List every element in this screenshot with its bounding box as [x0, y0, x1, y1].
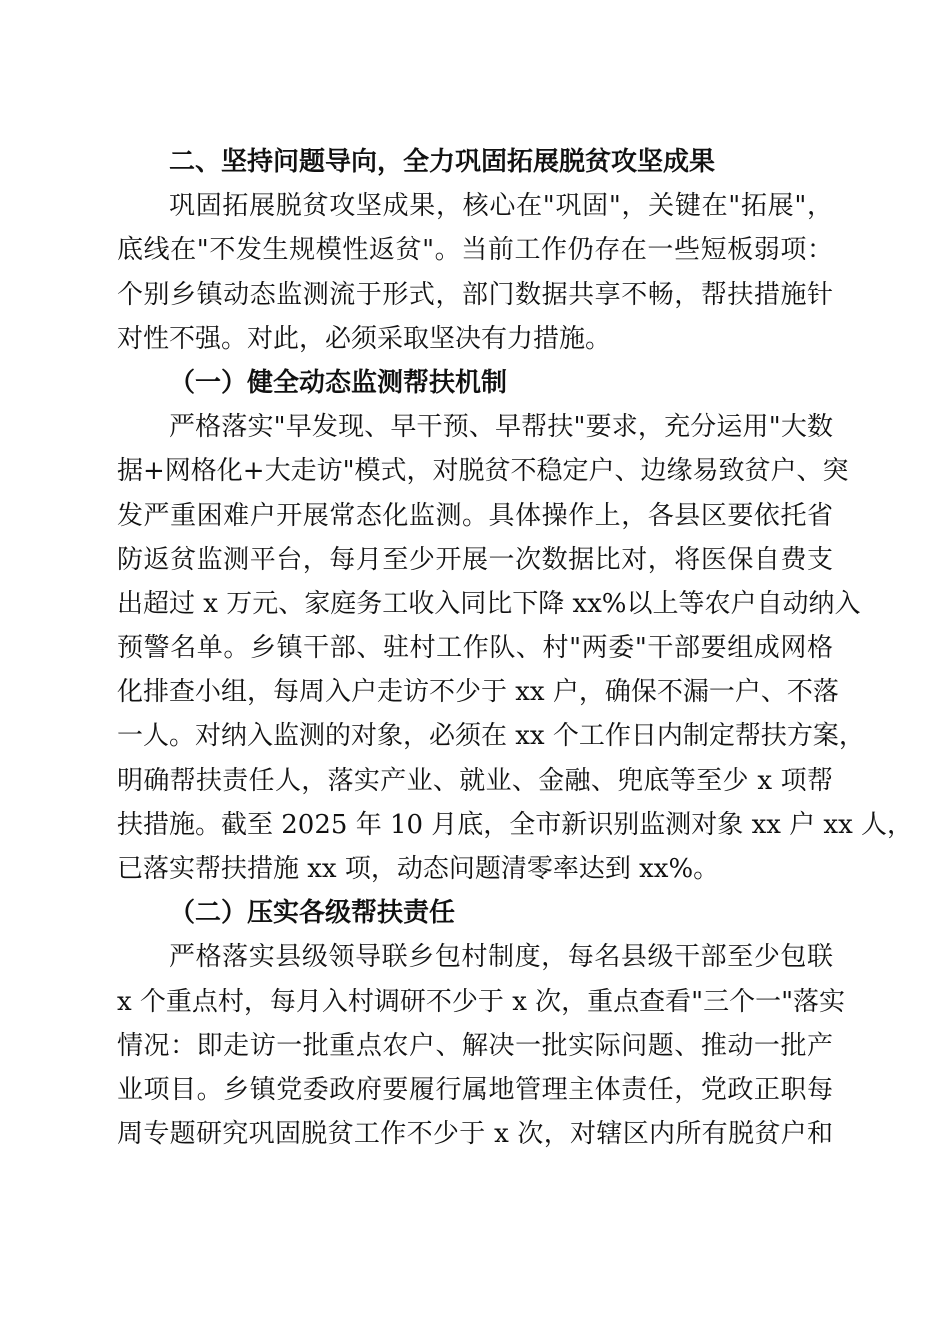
section2-line-1: 严格落实县级领导联乡包村制度，每名县级干部至少包联 — [169, 942, 833, 973]
section1-line-7: 化排查小组，每周入户走访不少于 xx 户，确保不漏一户、不落 — [117, 677, 839, 708]
section1-line-11: 已落实帮扶措施 xx 项，动态问题清零率达到 xx%。 — [117, 854, 720, 884]
section1-line-2: 据+网格化+大走访"模式，对脱贫不稳定户、边缘易致贫户、突 — [117, 456, 849, 487]
section-heading: 二、坚持问题导向，全力巩固拓展脱贫攻坚成果 — [169, 147, 716, 177]
section1-line-3: 发严重困难户开展常态化监测。具体操作上，各县区要依托省 — [117, 500, 833, 531]
section1-line-6: 预警名单。乡镇干部、驻村工作队、村"两委"干部要组成网格 — [117, 633, 833, 664]
intro-line-2: 底线在"不发生规模性返贫"。当前工作仍存在一些短板弱项： — [117, 235, 833, 266]
section1-line-8: 一人。对纳入监测的对象，必须在 xx 个工作日内制定帮扶方案， — [117, 721, 865, 752]
section2-line-2: x 个重点村，每月入村调研不少于 x 次，重点查看"三个一"落实 — [117, 986, 846, 1017]
subsection-title-1: （一）健全动态监测帮扶机制 — [169, 367, 508, 398]
section1-line-9: 明确帮扶责任人，落实产业、就业、金融、兜底等至少 x 项帮 — [117, 765, 833, 796]
intro-line-1: 巩固拓展脱贫攻坚成果，核心在"巩固"，关键在"拓展"， — [169, 191, 833, 222]
intro-line-4: 对性不强。对此，必须采取坚决有力措施。 — [117, 323, 612, 354]
section1-line-5: 出超过 x 万元、家庭务工收入同比下降 xx%以上等农户自动纳入 — [117, 588, 861, 619]
section2-line-3: 情况：即走访一批重点农户、解决一批实际问题、推动一批产 — [117, 1030, 833, 1061]
section1-line-1: 严格落实"早发现、早干预、早帮扶"要求，充分运用"大数 — [169, 412, 833, 443]
section1-line-4: 防返贫监测平台，每月至少开展一次数据比对，将医保自费支 — [117, 544, 833, 575]
section1-line-10: 扶措施。截至 2025 年 10 月底，全市新识别监测对象 xx 户 xx 人， — [117, 809, 914, 840]
section2-line-4: 业项目。乡镇党委政府要履行属地管理主体责任，党政正职每 — [117, 1074, 833, 1105]
document-page — [117, 140, 914, 1156]
intro-line-3: 个别乡镇动态监测流于形式，部门数据共享不畅，帮扶措施针 — [117, 279, 833, 310]
subsection-title-2: （二）压实各级帮扶责任 — [169, 898, 456, 929]
section2-line-5: 周专题研究巩固脱贫工作不少于 x 次，对辖区内所有脱贫户和 — [117, 1119, 833, 1150]
